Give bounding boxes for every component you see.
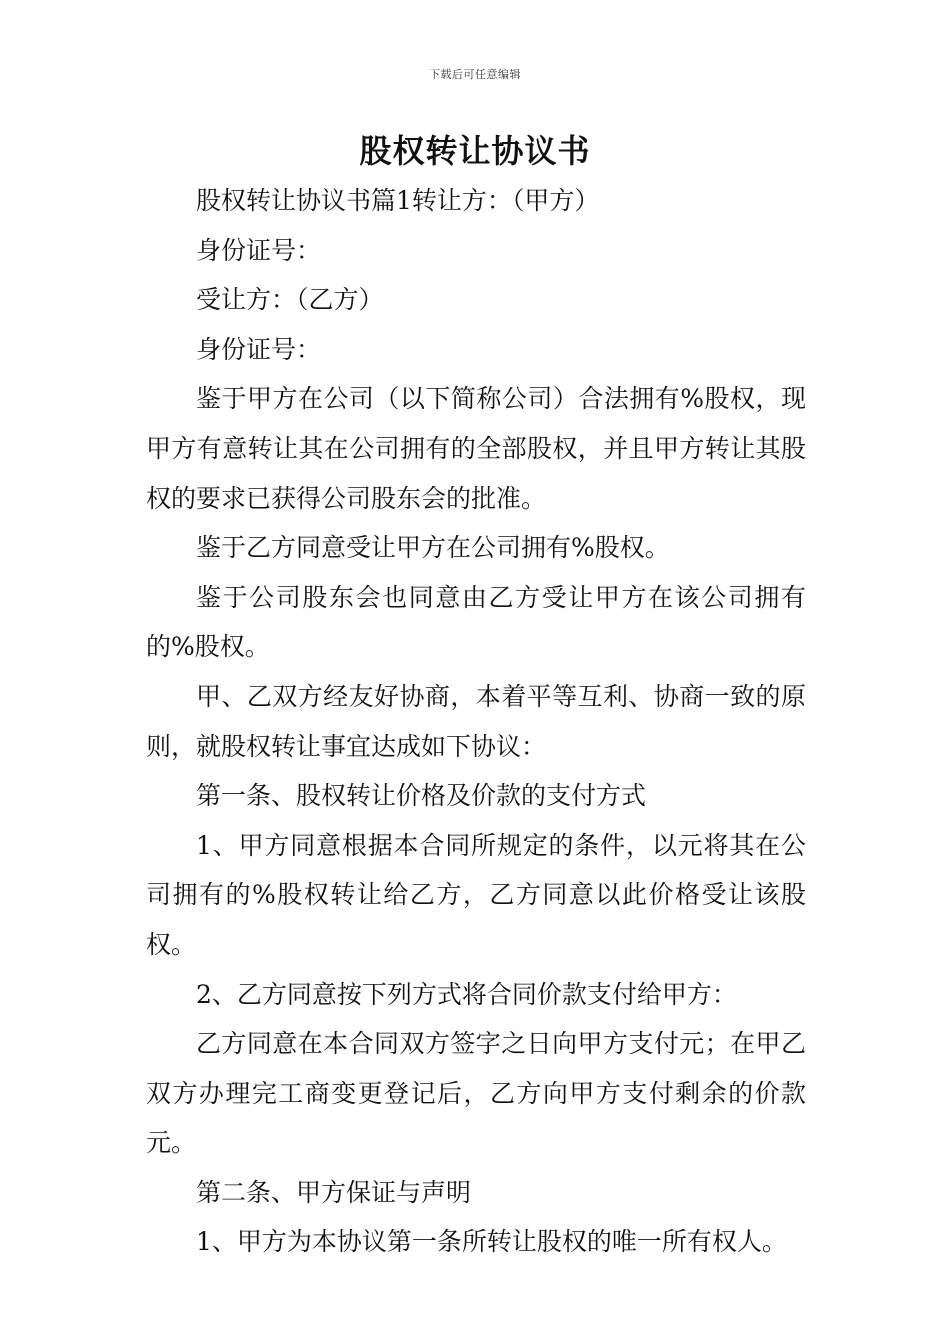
paragraph: 甲、乙双方经友好协商，本着平等互利、协商一致的原则，就股权转让事宜达成如下协议： bbox=[146, 681, 806, 761]
paragraph: 乙方同意在本合同双方签字之日向甲方支付元；在甲乙双方办理完工商变更登记后，乙方向甲方支付剩余的价款元。 bbox=[146, 1029, 806, 1158]
paragraph: 1、甲方同意根据本合同所规定的条件，以元将其在公司拥有的%股权转让给乙方，乙方同意以此价格受让该股权。 bbox=[146, 830, 806, 959]
header-note: 下载后可任意编辑 bbox=[429, 68, 521, 81]
paragraph: 鉴于甲方在公司（以下简称公司）合法拥有%股权，现甲方有意转让其在公司拥有的全部股权，并且甲方转让其股权的要求已获得公司股东会的批准。 bbox=[146, 384, 806, 513]
document-body bbox=[146, 176, 806, 1267]
paragraph: 1、甲方为本协议第一条所转让股权的唯一所有权人。 bbox=[196, 1227, 787, 1257]
paragraph: 股权转让协议书篇1转让方：（甲方） bbox=[196, 186, 600, 215]
paragraph: 鉴于公司股东会也同意由乙方受让甲方在该公司拥有的%股权。 bbox=[146, 582, 806, 662]
paragraph: 鉴于乙方同意受让甲方在公司拥有%股权。 bbox=[196, 533, 670, 563]
document-title: 股权转让协议书 bbox=[359, 132, 591, 170]
paragraph: 受让方：（乙方） bbox=[196, 285, 384, 315]
section-heading: 第一条、股权转让价格及价款的支付方式 bbox=[196, 781, 647, 811]
paragraph: 2、乙方同意按下列方式将合同价款支付给甲方： bbox=[196, 979, 737, 1009]
section-heading: 第二条、甲方保证与声明 bbox=[196, 1177, 472, 1207]
paragraph: 身份证号： bbox=[196, 235, 322, 265]
paragraph: 身份证号： bbox=[196, 334, 322, 364]
